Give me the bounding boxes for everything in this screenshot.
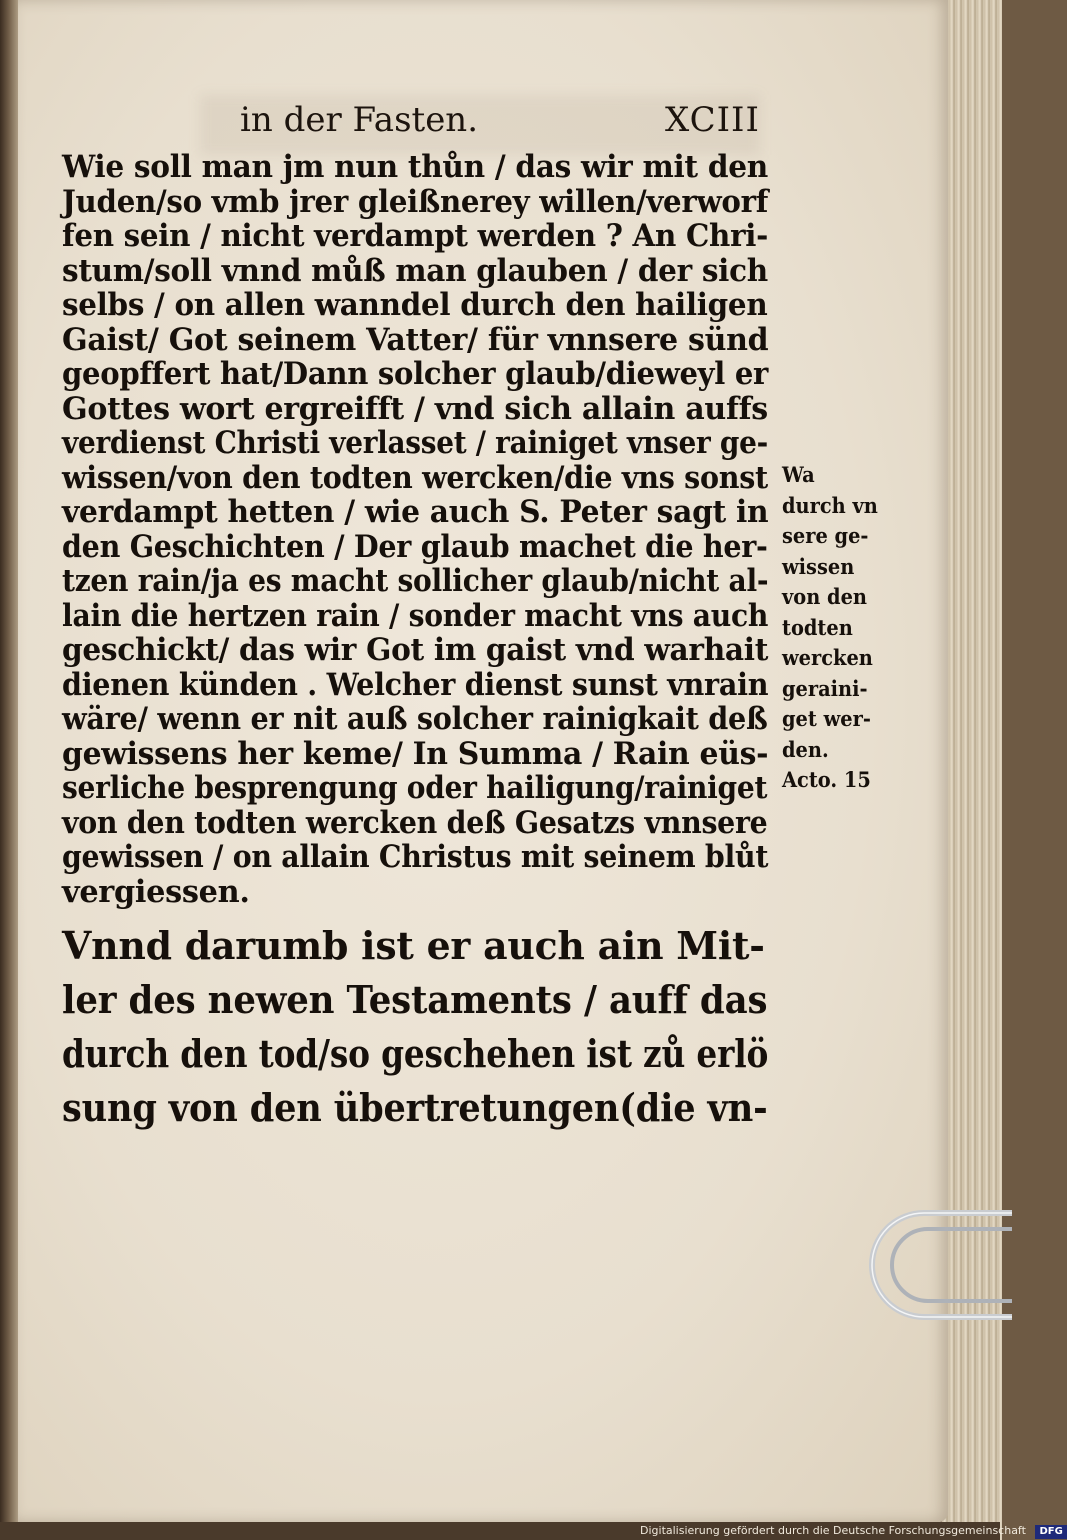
margin-note-line: von den (782, 584, 868, 609)
text-line: durch den tod/so geschehen ist zů erlö (62, 1031, 769, 1076)
paper-clip-icon (862, 1195, 1012, 1345)
text-line: vergiessen. (62, 873, 250, 910)
text-line: gewissens her keme/ In Summa / Rain eüs- (62, 735, 769, 772)
text-line: Gaist/ Got seinem Vatter/ für vnnsere sünd (62, 321, 769, 358)
paragraph-1 (62, 150, 772, 909)
margin-note-line: sere ge- (782, 523, 869, 548)
margin-note-line: wissen (782, 553, 855, 579)
main-text-block (62, 150, 772, 1135)
text-line: Wie soll man jm nun thůn / das wir mit den (62, 149, 768, 185)
text-line: geschickt/ das wir Got im gaist vnd warhait (62, 632, 769, 668)
text-line: verdampt hetten / wie auch S. Peter sagt in (62, 494, 769, 530)
margin-note-line: todten (782, 614, 853, 640)
margin-note-line: Wa (782, 462, 815, 487)
text-line: tzen rain/ja es macht sollicher glaub/nicht al- (62, 563, 769, 599)
margin-note-line: get wer- (782, 706, 871, 731)
running-title: in der Fasten. (240, 100, 479, 140)
dfg-logo: DFG (1035, 1525, 1066, 1539)
text-line: sung von den übertretungen(die vn- (62, 1085, 768, 1130)
text-line: wäre/ wenn er nit auß solcher rainigkait deß (62, 701, 768, 737)
text-line: selbs / on allen wanndel durch den hailigen (62, 287, 768, 323)
text-line: den Geschichten / Der glaub machet die her- (62, 528, 768, 565)
text-line: von den todten wercken deß Gesatzs vnnsere (62, 804, 768, 841)
text-line: Vnnd darumb ist er auch ain Mit- (62, 923, 765, 968)
margin-note-line: geraini- (782, 675, 868, 701)
text-line: fen sein / nicht verdampt werden ? An Chri- (62, 218, 769, 254)
text-line: serliche besprengung oder hailigung/rainiget (62, 770, 768, 806)
text-line: geopffert hat/Dann solcher glaub/dieweyl er (62, 356, 769, 392)
margin-note (782, 460, 912, 796)
text-line: wissen/von den todten wercken/die vns sonst (62, 459, 768, 496)
text-line: ler des newen Testaments / auff das (62, 977, 768, 1022)
text-line: Gottes wort ergreifft / vnd sich allain auffs (62, 390, 768, 427)
text-line: verdienst Christi verlasset / rainiget vnser ge- (62, 425, 768, 461)
margin-note-line: durch vn (782, 492, 878, 518)
text-line: dienen künden . Welcher dienst sunst vnrain (62, 666, 769, 703)
footer-credit (640, 1523, 1067, 1539)
text-line: stum/soll vnnd můß man glauben / der sich (62, 252, 768, 289)
folio-number: XCIII (665, 100, 760, 140)
text-line: lain die hertzen rain / sonder macht vns auch (62, 597, 769, 634)
text-line: gewissen / on allain Christus mit seinem blůt (62, 839, 769, 875)
paragraph-2 (62, 919, 772, 1135)
margin-note-line: Acto. 15 (782, 767, 871, 792)
margin-note-line: wercken (782, 645, 873, 670)
footer-credit-text: Digitalisierung gefördert durch die Deutsche Forschungsgemeinschaft (640, 1524, 1026, 1537)
margin-note-line: den. (782, 736, 829, 762)
text-line: Juden/so vmb jrer gleißnerey willen/verworf (62, 183, 769, 220)
